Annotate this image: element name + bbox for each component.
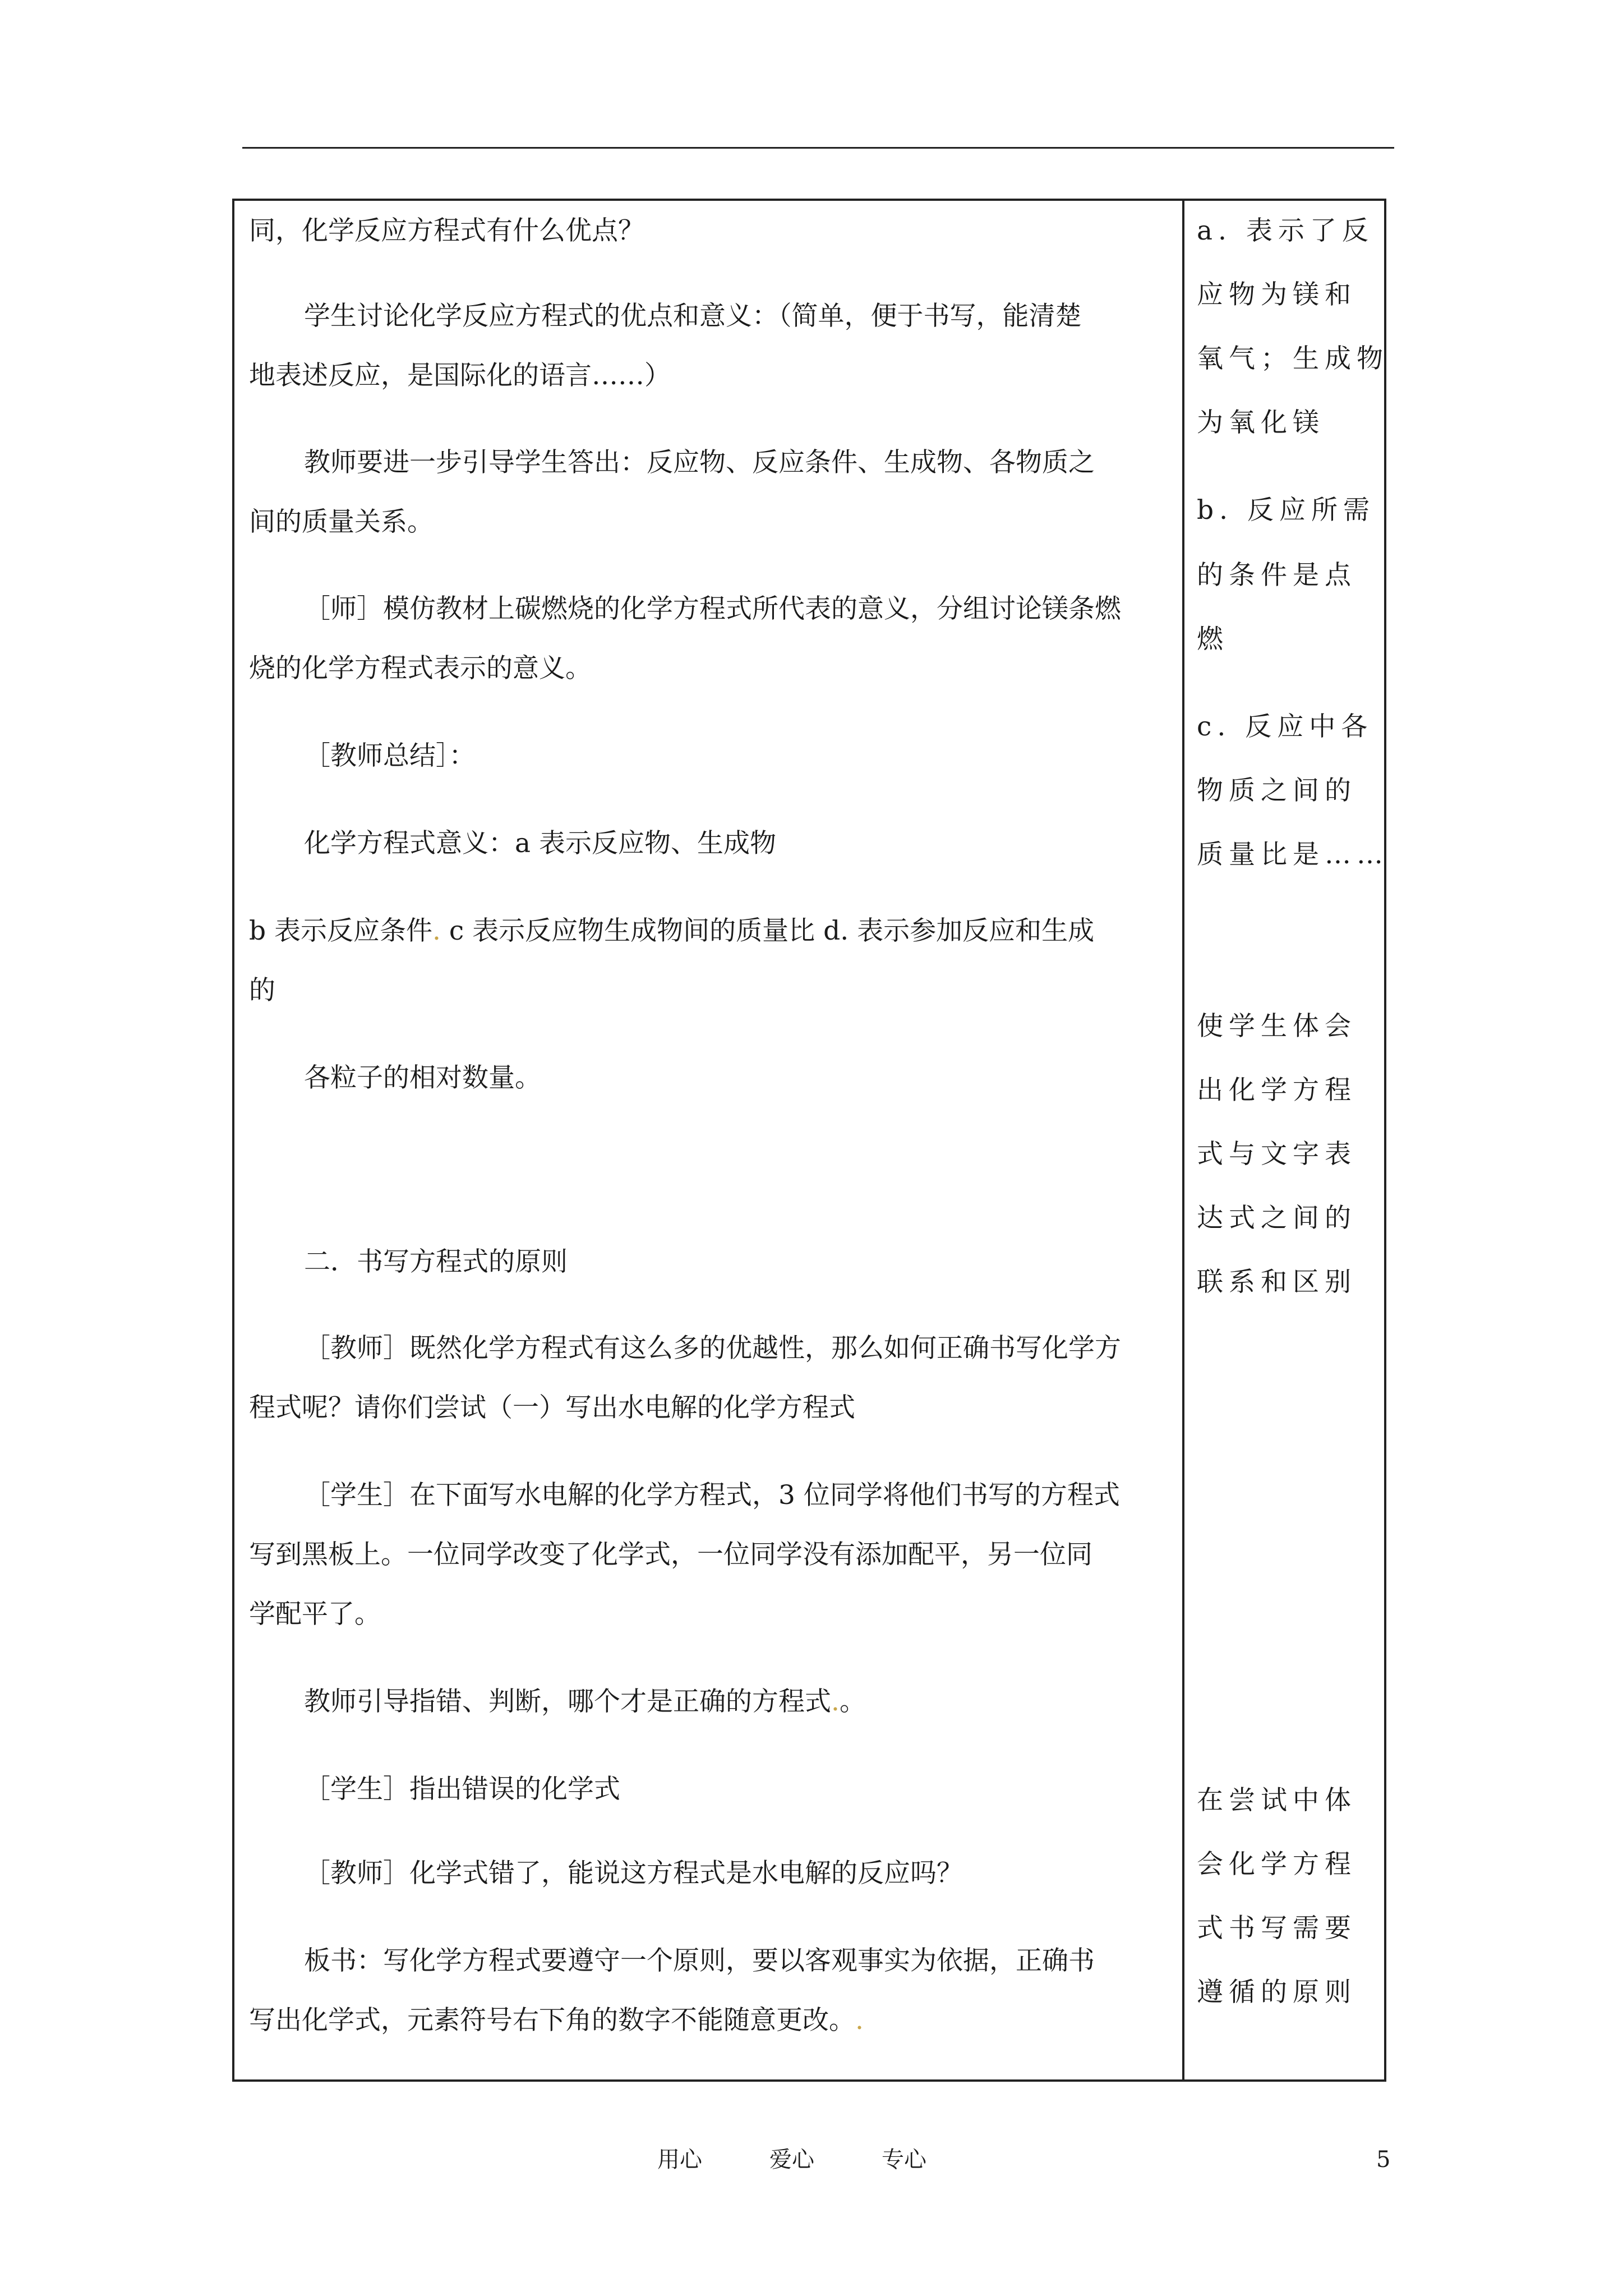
side-line-15: 联系和区别 <box>1197 1267 1357 1297</box>
side-line-14: 达式之间的 <box>1197 1203 1357 1234</box>
side-line-5: b. 反应所需 <box>1197 495 1375 526</box>
main-line-2: 学生讨论化学反应方程式的优点和意义：（简单，便于书写，能清楚 <box>304 301 1082 332</box>
main-line-15: 程式呢？请你们尝试（一）写出水电解的化学方程式 <box>249 1392 855 1423</box>
main-line-9: 化学方程式意义：a 表示反应物、生成物 <box>304 828 776 859</box>
main-line-23-a: 写出化学式，元素符号右下角的数字不能随意更改。 <box>249 2005 855 2036</box>
side-line-12: 出化学方程 <box>1197 1075 1357 1106</box>
main-line-7: 烧的化学方程式表示的意义。 <box>249 653 592 684</box>
column-divider <box>1182 199 1184 2082</box>
main-line-23 <box>249 2004 864 2037</box>
side-line-18: 式书写需要 <box>1197 1913 1357 1944</box>
main-line-11: 的 <box>249 975 275 1006</box>
main-line-22: 板书：写化学方程式要遵守一个原则，要以客观事实为依据，正确书 <box>304 1945 1095 1976</box>
side-line-13: 式与文字表 <box>1197 1139 1357 1170</box>
stray-dot: . <box>855 2005 864 2036</box>
main-line-10-a: b 表示反应条件 <box>249 915 433 946</box>
footer-motto-2: 爱心 <box>769 2147 814 2173</box>
side-line-16: 在尝试中体 <box>1197 1785 1357 1816</box>
header-rule <box>242 147 1394 149</box>
side-line-4: 为氧化镁 <box>1197 407 1325 438</box>
side-line-19: 遵循的原则 <box>1197 1977 1357 2008</box>
section-heading: 二．书写方程式的原则 <box>304 1246 568 1277</box>
main-line-10 <box>249 914 1094 948</box>
main-line-8: ［教师总结］： <box>304 740 476 771</box>
main-line-1: 同，化学反应方程式有什么优点？ <box>249 215 644 246</box>
main-line-16: ［学生］在下面写水电解的化学方程式，3 位同学将他们书写的方程式 <box>304 1480 1120 1511</box>
footer-motto-3: 专心 <box>882 2147 926 2173</box>
main-line-17: 写到黑板上。一位同学改变了化学式，一位同学没有添加配平，另一位同 <box>249 1539 1092 1570</box>
side-line-6: 的条件是点 <box>1197 560 1357 591</box>
main-line-19 <box>304 1685 866 1719</box>
main-line-14: ［教师］既然化学方程式有这么多的优越性，那么如何正确书写化学方 <box>304 1333 1121 1364</box>
side-line-10: 质量比是…… <box>1197 839 1389 870</box>
stray-dot: . <box>432 915 441 946</box>
stray-dot: . <box>831 1686 840 1717</box>
footer-motto-1: 用心 <box>657 2147 702 2173</box>
side-line-7: 燃 <box>1197 624 1229 655</box>
main-line-18: 学配平了。 <box>249 1599 381 1630</box>
main-line-12: 各粒子的相对数量。 <box>304 1062 541 1093</box>
main-line-4: 教师要进一步引导学生答出：反应物、反应条件、生成物、各物质之 <box>304 447 1095 478</box>
main-line-20: ［学生］指出错误的化学式 <box>304 1774 620 1805</box>
main-line-6: ［师］模仿教材上碳燃烧的化学方程式所代表的意义，分组讨论镁条燃 <box>304 593 1121 624</box>
main-line-3: 地表述反应，是国际化的语言……） <box>249 360 671 391</box>
side-line-17: 会化学方程 <box>1197 1849 1357 1880</box>
main-line-5: 间的质量关系。 <box>249 507 434 537</box>
main-line-21: ［教师］化学式错了，能说这方程式是水电解的反应吗？ <box>304 1858 963 1889</box>
page-number: 5 <box>1376 2147 1391 2173</box>
main-line-19-b: 。 <box>839 1686 866 1717</box>
side-line-3: 氧气；生成物 <box>1197 343 1389 374</box>
side-line-1: a. 表示了反 <box>1197 215 1374 246</box>
side-line-8: c. 反应中各 <box>1197 711 1373 742</box>
side-line-9: 物质之间的 <box>1197 775 1357 806</box>
side-line-2: 应物为镁和 <box>1197 279 1357 310</box>
main-line-19-a: 教师引导指错、判断，哪个才是正确的方程式 <box>304 1686 831 1717</box>
main-line-10-b: c 表示反应物生成物间的质量比 d. 表示参加反应和生成 <box>440 915 1095 946</box>
side-line-11: 使学生体会 <box>1197 1011 1357 1042</box>
